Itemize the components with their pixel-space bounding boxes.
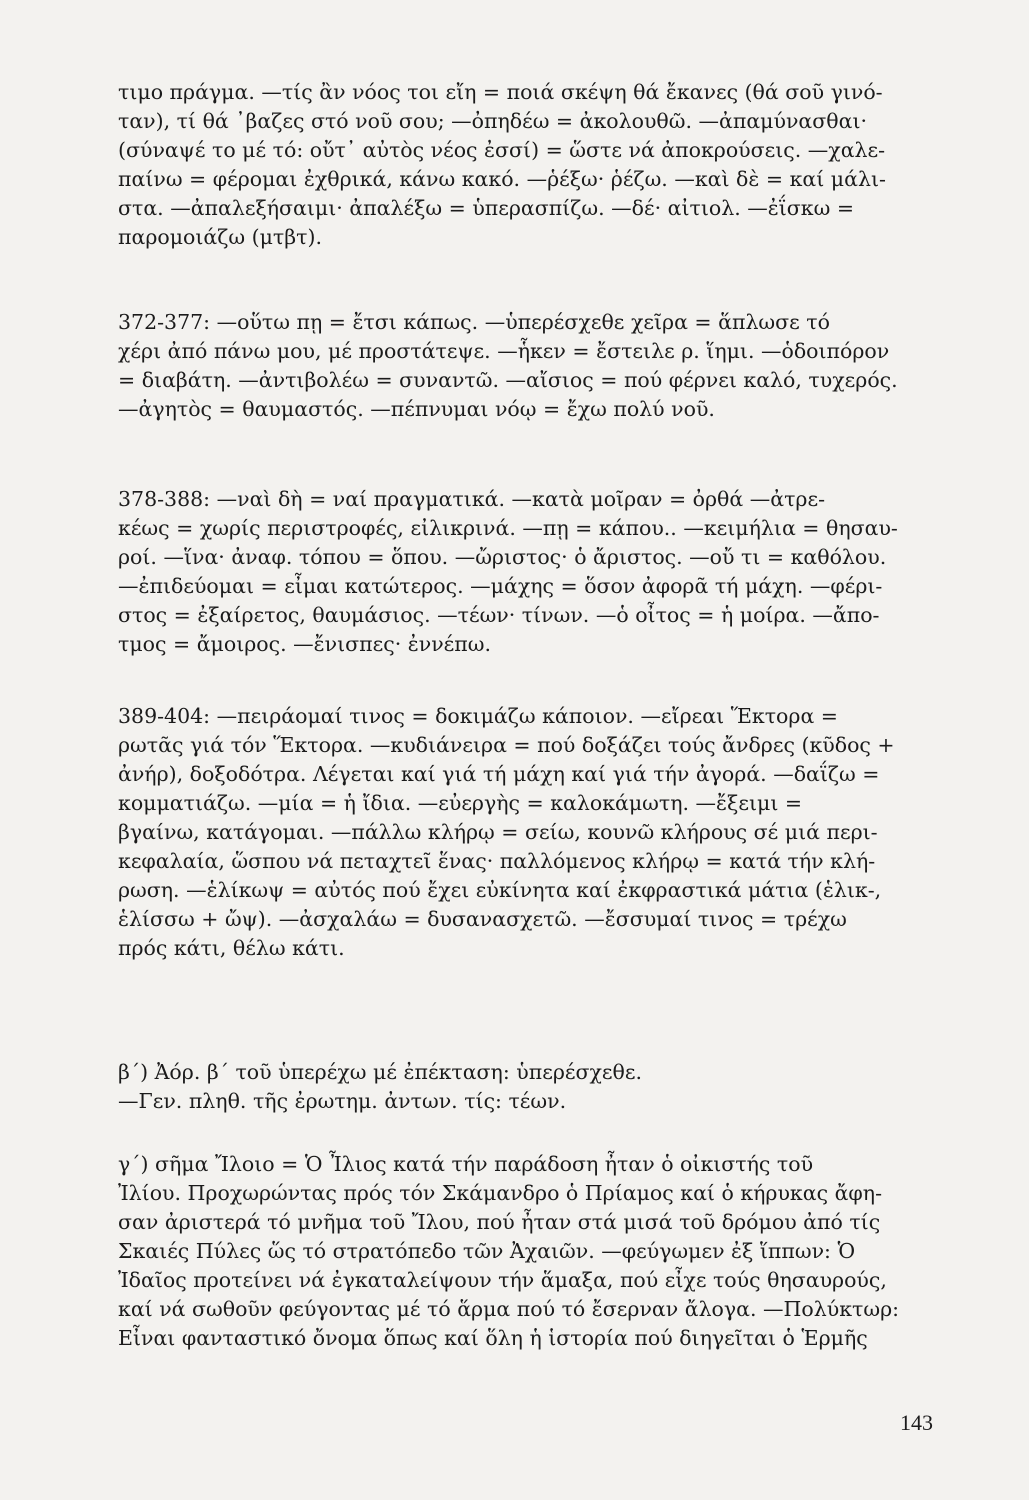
text-line: στα. —ἀπαλεξήσαιμι· ἀπαλέξω = ὑπερασπίζω. —δέ· αἰτιολ. —ἐΐσκω =	[118, 196, 855, 220]
text-line: πρός κάτι, θέλω κάτι.	[118, 936, 345, 960]
paragraph-note-gamma	[118, 1150, 934, 1353]
text-line: (σύναψέ το μέ τό: οὔτ᾽ αὐτὸς νέος ἐσσί) = ὥστε νά ἀποκρούσεις. —χαλε-	[118, 138, 886, 162]
text-line: ρωτᾶς γιά τόν Ἕκτορα. —κυδιάνειρα = πού δοξάζει τούς ἄνδρες (κῦδος +	[118, 733, 895, 757]
text-line: τιμο πράγμα. —τίς ἂν νόος τοι εἴη = ποιά σκέψη θά ἔκανες (θά σοῦ γινό-	[118, 80, 883, 104]
text-line: σαν ἀριστερά τό μνῆμα τοῦ Ἴλου, πού ἦταν στά μισά τοῦ δρόμου ἀπό τίς	[118, 1210, 881, 1234]
text-line: = διαβάτη. —ἀντιβολέω = συναντῶ. —αἴσιος = πού φέρνει καλό, τυχερός.	[118, 368, 898, 392]
text-line: στος = ἐξαίρετος, θαυμάσιος. —τέων· τίνων. —ὁ οἶτος = ἡ μοίρα. —ἄπο-	[118, 603, 880, 627]
text-line: Ἰλίου. Προχωρώντας πρός τόν Σκάμανδρο ὁ Πρίαμος καί ὁ κήρυκας ἄφη-	[118, 1181, 882, 1205]
text-line: 389-404: —πειράομαί τινος = δοκιμάζω κάποιον. —εἴρεαι Ἕκτορα =	[118, 704, 838, 728]
text-line: Εἶναι φανταστικό ὄνομα ὅπως καί ὅλη ἡ ἱστορία πού διηγεῖται ὁ Ἑρμῆς	[118, 1326, 868, 1350]
text-line: τμος = ἄμοιρος. —ἔνισπες· ἐννέπω.	[118, 632, 492, 656]
text-line: ταν), τί θά ᾽βαζες στό νοῦ σου; —ὀπηδέω = ἀκολουθῶ. —ἀπαμύνασθαι·	[118, 109, 868, 133]
text-line: Ἰδαῖος προτείνει νά ἐγκαταλείψουν τήν ἅμαξα, πού εἶχε τούς θησαυρούς,	[118, 1268, 887, 1292]
text-line: παίνω = φέρομαι ἐχθρικά, κάνω κακό. —ῥέξω· ῥέζω. —καὶ δὲ = καί μάλι-	[118, 167, 886, 191]
paragraph-glossary-intro	[118, 78, 934, 252]
text-line: —ἐπιδεύομαι = εἶμαι κατώτερος. —μάχης = ὅσον ἀφορᾶ τή μάχη. —φέρι-	[118, 574, 883, 598]
text-line: βγαίνω, κατάγομαι. —πάλλω κλήρῳ = σείω, κουνῶ κλήρους σέ μιά περι-	[118, 820, 878, 844]
text-line: —ἀγητὸς = θαυμαστός. —πέπνυμαι νόῳ = ἔχω πολύ νοῦ.	[118, 397, 715, 421]
text-line: ρωση. —ἑλίκωψ = αὐτός πού ἔχει εὐκίνητα καί ἐκφραστικά μάτια (ἑλικ-,	[118, 878, 882, 902]
text-line: —Γεν. πληθ. τῆς ἐρωτημ. ἀντων. τίς: τέων.	[118, 1089, 567, 1113]
paragraph-note-beta	[118, 1058, 934, 1116]
text-line: 372-377: —οὕτω πῃ = ἔτσι κάπως. —ὑπερέσχεθε χεῖρα = ἅπλωσε τό	[118, 310, 830, 334]
paragraph-389-404	[118, 702, 934, 963]
text-line: ἑλίσσω + ὤψ). —ἀσχαλάω = δυσανασχετῶ. —ἔσσυμαί τινος = τρέχω	[118, 907, 847, 931]
text-line: γ΄) σῆμα Ἴλοιο = Ὁ Ἶλιος κατά τήν παράδοση ἦταν ὁ οἰκιστής τοῦ	[118, 1152, 814, 1176]
text-line: Σκαιές Πύλες ὥς τό στρατόπεδο τῶν Ἀχαιῶν. —φεύγωμεν ἐξ ἵππων: Ὁ	[118, 1239, 856, 1263]
text-line: κομματιάζω. —μία = ἡ ἴδια. —εὐεργὴς = καλοκάμωτη. —ἔξειμι =	[118, 791, 803, 815]
text-line: χέρι ἀπό πάνω μου, μέ προστάτεψε. —ἧκεν = ἔστειλε ρ. ἵημι. —ὁδοιπόρον	[118, 339, 890, 363]
text-line: καί νά σωθοῦν φεύγοντας μέ τό ἅρμα πού τό ἔσερναν ἄλογα. —Πολύκτωρ:	[118, 1297, 900, 1321]
text-line: β΄) Ἀόρ. β΄ τοῦ ὑπερέχω μέ ἐπέκταση: ὑπερέσχεθε.	[118, 1060, 643, 1084]
paragraph-372-377	[118, 308, 934, 424]
text-line: ροί. —ἵνα· ἀναφ. τόπου = ὅπου. —ὤριστος· ὁ ἄριστος. —οὔ τι = καθόλου.	[118, 545, 887, 569]
text-line: ἀνήρ), δοξοδότρα. Λέγεται καί γιά τή μάχη καί γιά τήν ἀγορά. —δαΐζω =	[118, 762, 880, 786]
text-line: παρομοιάζω (μτβτ).	[118, 225, 322, 249]
text-line: 378-388: —ναὶ δὴ = ναί πραγματικά. —κατὰ μοῖραν = ὀρθά —ἀτρε-	[118, 487, 826, 511]
text-line: κεφαλαία, ὥσπου νά πεταχτεῖ ἕνας· παλλόμενος κλήρῳ = κατά τήν κλή-	[118, 849, 876, 873]
page-number: 143	[900, 1410, 933, 1435]
text-line: κέως = χωρίς περιστροφές, εἰλικρινά. —πῃ = κάπου.. —κειμήλια = θησαυ-	[118, 516, 898, 540]
paragraph-378-388	[118, 485, 934, 659]
